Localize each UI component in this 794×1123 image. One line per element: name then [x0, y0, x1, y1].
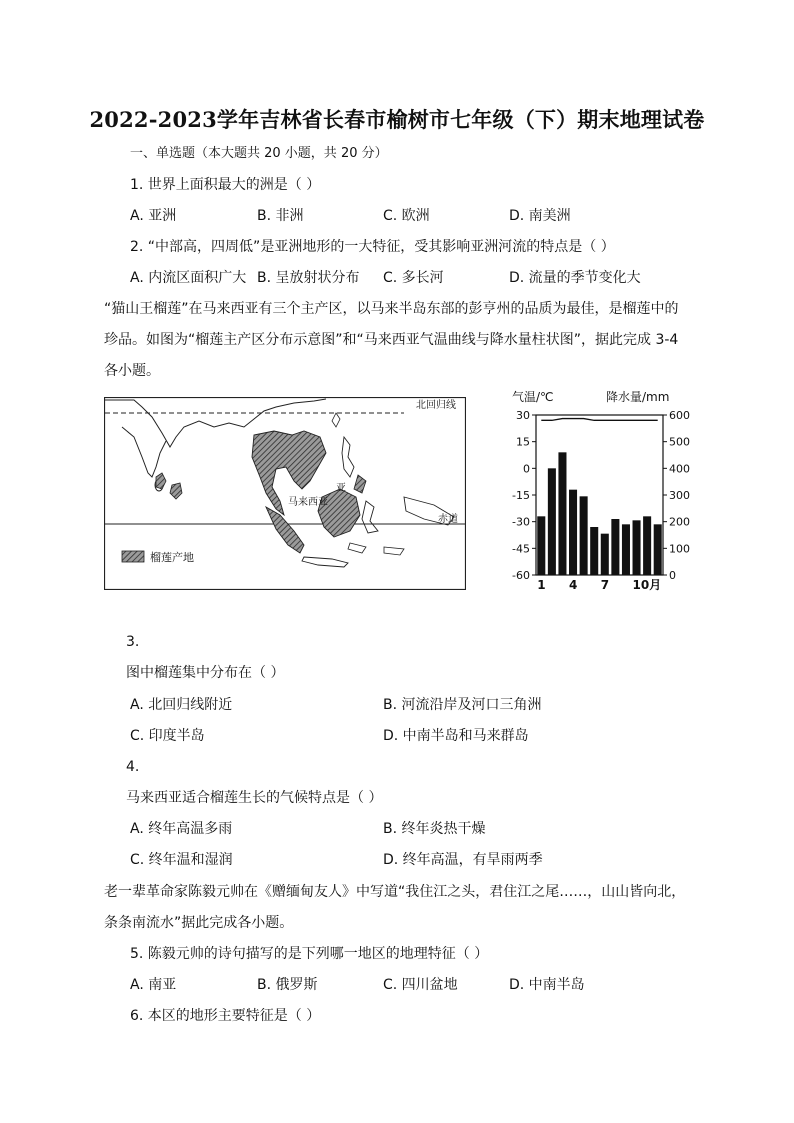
durian-distribution-map	[104, 397, 466, 590]
q4-option-a[interactable]: A. 终年高温多雨	[130, 821, 233, 837]
q4-stem: 马来西亚适合榴莲生长的气候特点是（ ）	[126, 790, 383, 806]
y-right-tick-label: 400	[669, 462, 690, 476]
y-right-tick-label: 300	[669, 489, 690, 502]
q1-option-c[interactable]: C. 欧洲	[383, 208, 430, 224]
precipitation-bar	[601, 534, 609, 575]
passage2-line-2: 条条南流水”据此完成各小题。	[104, 915, 294, 931]
precipitation-bar	[548, 468, 556, 575]
precipitation-bar	[654, 524, 662, 575]
precipitation-bar	[558, 452, 566, 575]
q1-stem: 1. 世界上面积最大的洲是（ ）	[130, 177, 321, 193]
passage1-line-3: 各小题。	[104, 363, 160, 379]
precipitation-bar	[611, 519, 619, 575]
q3-number: 3.	[126, 634, 140, 650]
y-left-tick-label: -45	[512, 542, 530, 556]
q3-option-d[interactable]: D. 中南半岛和马来群岛	[383, 728, 529, 744]
y-left-tick-label: -30	[512, 515, 530, 529]
y-left-tick-label: -60	[512, 569, 530, 582]
q2-option-c[interactable]: C. 多长河	[383, 270, 444, 286]
passage2-line-1: 老一辈革命家陈毅元帅在《赠缅甸友人》中写道“我住江之头，君住江之尾……，山山皆向北，	[104, 884, 686, 900]
q3-option-a[interactable]: A. 北回归线附近	[130, 697, 233, 713]
passage1-line-1: “猫山王榴莲”在马来西亚有三个主产区，以马来半岛东部的彭亨州的品质为最佳，是榴莲中的	[104, 301, 679, 317]
q4-option-d[interactable]: D. 终年高温，有旱雨两季	[383, 852, 543, 868]
q3-stem: 图中榴莲集中分布在（ ）	[126, 665, 285, 681]
partial-label: 亚	[336, 483, 346, 494]
q2-option-b[interactable]: B. 呈放射状分布	[257, 270, 360, 286]
q5-stem: 5. 陈毅元帅的诗句描写的是下列哪一地区的地理特征（ ）	[130, 946, 489, 962]
x-tick-label: 7	[600, 578, 610, 592]
q3-option-b[interactable]: B. 河流沿岸及河口三角洲	[383, 697, 542, 713]
q3-option-c[interactable]: C. 印度半岛	[130, 728, 205, 744]
tropic-of-cancer-label: 北回归线	[416, 400, 456, 411]
y-left-tick-label: -15	[512, 489, 530, 502]
q2-option-d[interactable]: D. 流量的季节变化大	[509, 270, 641, 286]
temperature-line	[541, 419, 657, 421]
section-heading: 一、单选题（本大题共 20 小题，共 20 分）	[130, 146, 388, 161]
q5-option-a[interactable]: A. 南亚	[130, 977, 177, 993]
precipitation-bar	[622, 524, 630, 575]
y-right-tick-label: 0	[669, 569, 676, 582]
y-left-tick-label: 15	[516, 435, 530, 449]
precipitation-bar	[643, 516, 651, 575]
q4-option-b[interactable]: B. 终年炎热干燥	[383, 821, 486, 837]
precipitation-bar	[537, 516, 545, 575]
y-right-tick-label: 600	[669, 409, 690, 422]
y-left-axis-title: 气温/℃	[512, 390, 554, 404]
map-svg	[104, 397, 466, 590]
malaysia-label: 马来西亚	[288, 497, 328, 508]
y-right-axis-title: 降水量/mm	[606, 390, 670, 404]
exam-title: 2022-2023学年吉林省长春市榆树市七年级（下）期末地理试卷	[89, 107, 705, 132]
y-right-tick-label: 100	[669, 542, 690, 556]
precipitation-bar	[590, 527, 598, 575]
q4-option-c[interactable]: C. 终年温和湿润	[130, 852, 233, 868]
precipitation-bar	[569, 490, 577, 575]
q5-option-b[interactable]: B. 俄罗斯	[257, 977, 318, 993]
q5-option-c[interactable]: C. 四川盆地	[383, 977, 458, 993]
y-left-tick-label: 30	[516, 409, 530, 422]
y-left-tick-label: 0	[523, 462, 530, 476]
q5-option-d[interactable]: D. 中南半岛	[509, 977, 585, 993]
q1-option-b[interactable]: B. 非洲	[257, 208, 304, 224]
equator-label: 赤道	[438, 514, 458, 525]
x-tick-label: 4	[569, 578, 578, 592]
y-right-tick-label: 500	[669, 435, 690, 449]
q6-stem: 6. 本区的地形主要特征是（ ）	[130, 1008, 321, 1024]
malaysia-climate-chart	[506, 388, 696, 594]
x-tick-label: 10月	[632, 578, 662, 592]
passage1-line-2: 珍品。如图为“榴莲主产区分布示意图”和“马来西亚气温曲线与降水量柱状图”，据此完成 3-4	[104, 332, 679, 348]
y-right-tick-label: 200	[669, 515, 690, 529]
climate-chart-svg	[506, 388, 696, 594]
precipitation-bar	[580, 496, 588, 575]
q1-option-a[interactable]: A. 亚洲	[130, 208, 177, 224]
legend-label: 榴莲产地	[150, 551, 194, 564]
q1-option-d[interactable]: D. 南美洲	[509, 208, 571, 224]
legend-swatch	[122, 551, 144, 562]
precipitation-bar	[633, 520, 641, 575]
x-tick-label: 1	[537, 578, 546, 592]
q2-stem: 2. “中部高，四周低”是亚洲地形的一大特征，受其影响亚洲河流的特点是（ ）	[130, 239, 615, 255]
q2-option-a[interactable]: A. 内流区面积广大	[130, 270, 247, 286]
q4-number: 4.	[126, 759, 140, 775]
